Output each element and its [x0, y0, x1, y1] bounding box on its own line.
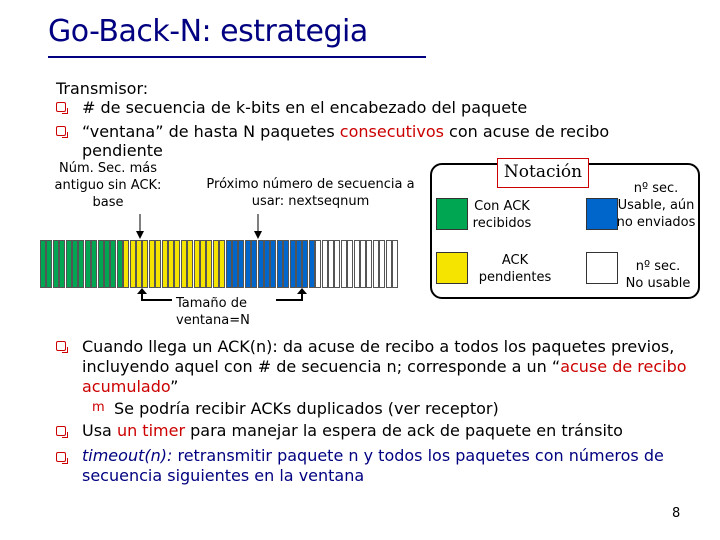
page-number: 8 — [672, 506, 681, 521]
seq-bar-acked — [40, 240, 46, 288]
seq-bar-pending — [181, 240, 187, 288]
seq-bar-acked — [91, 240, 97, 288]
highlight-text: consecutivos — [339, 122, 444, 141]
seq-bar-acked — [104, 240, 110, 288]
title-underline — [48, 56, 426, 58]
label-line: ventana=N — [176, 313, 250, 328]
label-line: base — [92, 195, 124, 210]
seq-bar-unusable — [322, 240, 328, 288]
label-line: antiguo sin ACK: — [54, 178, 162, 193]
ack-bullet-line-1: Cuando llega un ACK(n): da acuse de recibo a todos los paquetes previos, — [82, 337, 675, 356]
label-line: Usable, aún — [617, 198, 695, 213]
text-segment: Usa — [82, 421, 117, 440]
seq-bar-acked — [98, 240, 104, 288]
seq-bar-pending — [187, 240, 193, 288]
seq-bar-acked — [85, 240, 91, 288]
seq-bar-unusable — [354, 240, 360, 288]
text-segment: con acuse de recibo — [443, 122, 610, 141]
highlight-text: acumulado — [82, 377, 171, 396]
base-arrow-icon — [130, 214, 150, 240]
label-line: usar: nextseqnum — [251, 194, 370, 209]
text-segment: para manejar la espera de ack de paquete en tránsito — [185, 421, 623, 440]
label-line: Núm. Sec. más — [59, 161, 157, 176]
seq-bar-unusable — [373, 240, 379, 288]
seq-bar-pending — [142, 240, 148, 288]
seq-bar-usable — [226, 240, 232, 288]
next-seqnum-label — [188, 176, 433, 210]
seq-bar-acked — [117, 240, 123, 288]
timer-bullet — [82, 421, 623, 440]
transmitter-bullet-2 — [82, 122, 609, 141]
text-segment: “ventana” de hasta N paquetes — [82, 122, 340, 141]
label-line: no enviados — [616, 215, 696, 230]
seq-bar-acked — [59, 240, 65, 288]
highlight-text: un timer — [116, 421, 186, 440]
seq-bar-unusable — [379, 240, 385, 288]
seq-bar-pending — [130, 240, 136, 288]
legend-unusable-label — [618, 258, 698, 292]
seq-bar-pending — [200, 240, 206, 288]
seq-bar-usable — [296, 240, 302, 288]
seq-bar-unusable — [360, 240, 366, 288]
label-line: nº sec. — [633, 181, 679, 196]
page-title: Go-Back-N: estrategia — [48, 14, 368, 49]
label-line: Próximo número de secuencia a — [206, 177, 415, 192]
seq-bar-acked — [53, 240, 59, 288]
text-segment: timeout(n): — [82, 446, 173, 465]
seq-bar-acked — [78, 240, 84, 288]
seq-bar-usable — [264, 240, 270, 288]
bullet-icon — [56, 126, 66, 136]
seq-bar-usable — [238, 240, 244, 288]
seq-bar-usable — [232, 240, 238, 288]
seq-bar-pending — [206, 240, 212, 288]
label-line: pendientes — [478, 270, 552, 285]
seq-bar-acked — [72, 240, 78, 288]
transmitter-heading: Transmisor: — [56, 79, 149, 98]
transmitter-bullet-2-continuation: pendiente — [82, 141, 163, 160]
notation-title: Notación — [497, 158, 589, 188]
seq-bar-pending — [123, 240, 129, 288]
seq-bar-usable — [258, 240, 264, 288]
oldest-unacked-label — [46, 160, 170, 211]
label-line: Con ACK — [474, 199, 530, 214]
timeout-bullet-line-2: secuencia siguientes en la ventana — [82, 466, 365, 485]
seq-bar-pending — [149, 240, 155, 288]
label-line: recibidos — [472, 216, 532, 231]
seq-bar-pending — [219, 240, 225, 288]
text-segment: incluyendo aquel con # de secuencia n; corresponde a un “ — [82, 357, 561, 376]
seq-bar-pending — [194, 240, 200, 288]
seq-bar-pending — [155, 240, 161, 288]
seq-bar-usable — [283, 240, 289, 288]
seq-bar-acked — [46, 240, 52, 288]
seq-bar-unusable — [334, 240, 340, 288]
seq-bar-pending — [174, 240, 180, 288]
nextseqnum-arrow-icon — [248, 214, 268, 240]
legend-pending-swatch — [436, 252, 468, 284]
bullet-icon — [56, 452, 66, 462]
seq-bar-unusable — [347, 240, 353, 288]
transmitter-bullet-1: # de secuencia de k-bits en el encabezado del paquete — [82, 98, 528, 117]
seq-bar-usable — [251, 240, 257, 288]
legend-usable-label — [612, 180, 700, 231]
seq-bar-usable — [290, 240, 296, 288]
highlight-text: acuse de recibo — [560, 357, 687, 376]
timeout-bullet-line-1 — [82, 446, 664, 465]
seq-bar-unusable — [328, 240, 334, 288]
seq-bar-acked — [66, 240, 72, 288]
seq-bar-unusable — [386, 240, 392, 288]
bullet-icon — [56, 341, 66, 351]
seq-bar-unusable — [341, 240, 347, 288]
label-line: ACK — [501, 253, 529, 268]
label-line: Tamaño de — [176, 296, 247, 311]
seq-bar-pending — [213, 240, 219, 288]
label-line: nº sec. — [635, 259, 681, 274]
seq-bar-acked — [110, 240, 116, 288]
seq-bar-usable — [302, 240, 308, 288]
ack-bullet-line-2 — [82, 357, 687, 376]
sequence-number-space — [40, 240, 410, 288]
legend-pending-label — [470, 252, 560, 286]
bullet-icon — [56, 426, 66, 436]
duplicate-ack-subbullet: Se podría recibir ACKs duplicados (ver receptor) — [114, 399, 499, 418]
seq-bar-usable — [245, 240, 251, 288]
seq-bar-usable — [309, 240, 315, 288]
seq-bar-unusable — [366, 240, 372, 288]
text-segment: retransmitir paquete n y todos los paquetes con números de — [172, 446, 664, 465]
sub-bullet-icon: m — [92, 400, 105, 415]
ack-bullet-line-3 — [82, 377, 178, 396]
seq-bar-pending — [136, 240, 142, 288]
text-segment: ” — [170, 377, 179, 396]
window-size-label — [176, 295, 250, 329]
seq-bar-usable — [270, 240, 276, 288]
seq-bar-pending — [162, 240, 168, 288]
bullet-icon — [56, 102, 66, 112]
seq-bar-usable — [277, 240, 283, 288]
seq-bar-pending — [168, 240, 174, 288]
seq-bar-unusable — [392, 240, 398, 288]
seq-bar-unusable — [315, 240, 321, 288]
label-line: No usable — [625, 276, 691, 291]
legend-acked-label — [462, 198, 542, 232]
legend-unusable-swatch — [586, 252, 618, 284]
